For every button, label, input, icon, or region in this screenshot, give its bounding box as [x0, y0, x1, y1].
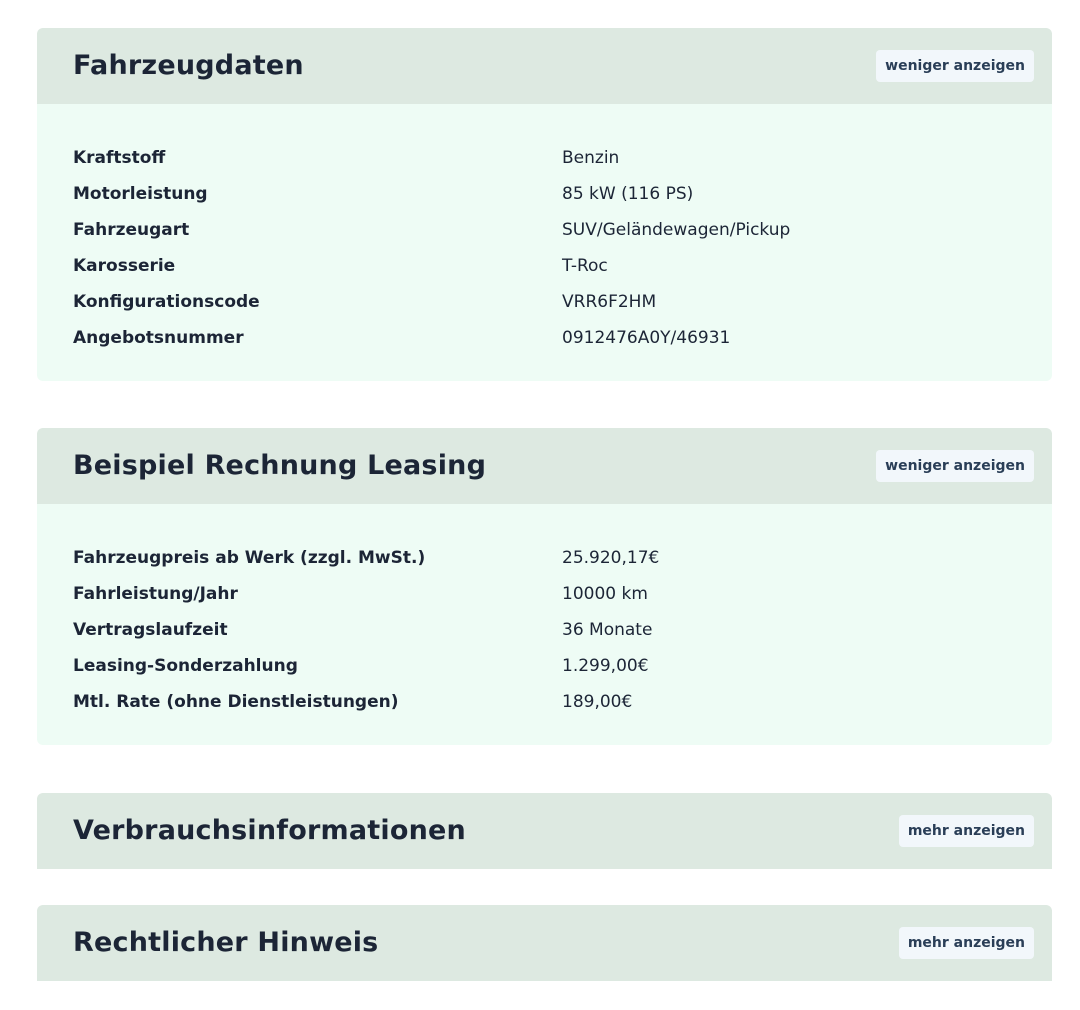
section-header — [37, 28, 1052, 104]
detail-row — [73, 648, 1016, 684]
detail-row — [73, 248, 1016, 284]
detail-label: Fahrzeugart — [73, 220, 190, 240]
section-header — [37, 428, 1052, 504]
detail-value: 1.299,00€ — [562, 656, 649, 676]
section-header — [37, 905, 1052, 981]
section-body — [37, 104, 1052, 381]
detail-label: Fahrzeugpreis ab Werk (zzgl. MwSt.) — [73, 548, 426, 568]
detail-row — [73, 684, 1016, 720]
show-less-button[interactable]: weniger anzeigen — [876, 50, 1034, 82]
detail-row — [73, 320, 1016, 356]
detail-row — [73, 612, 1016, 648]
section-leasing-example — [37, 428, 1052, 745]
detail-label: Kraftstoff — [73, 148, 166, 168]
section-consumption-info — [37, 793, 1052, 869]
detail-label: Konfigurationscode — [73, 292, 260, 312]
detail-label: Fahrleistung/Jahr — [73, 584, 238, 604]
detail-row — [73, 176, 1016, 212]
detail-row — [73, 284, 1016, 320]
detail-label: Motorleistung — [73, 184, 208, 204]
detail-value: VRR6F2HM — [562, 292, 657, 312]
section-legal-notice — [37, 905, 1052, 981]
detail-value: 25.920,17€ — [562, 548, 660, 568]
detail-value: 36 Monate — [562, 620, 653, 640]
detail-value: T-Roc — [562, 256, 608, 276]
detail-label: Vertragslaufzeit — [73, 620, 228, 640]
section-title: Fahrzeugdaten — [73, 50, 304, 81]
detail-value: 189,00€ — [562, 692, 633, 712]
section-body — [37, 504, 1052, 745]
section-title: Rechtlicher Hinweis — [73, 927, 379, 958]
show-more-button[interactable]: mehr anzeigen — [899, 927, 1034, 959]
detail-row — [73, 576, 1016, 612]
detail-row — [73, 140, 1016, 176]
detail-row — [73, 540, 1016, 576]
show-less-button[interactable]: weniger anzeigen — [876, 450, 1034, 482]
section-title: Beispiel Rechnung Leasing — [73, 450, 487, 481]
detail-label: Leasing-Sonderzahlung — [73, 656, 298, 676]
detail-label: Angebotsnummer — [73, 328, 244, 348]
section-header — [37, 793, 1052, 869]
detail-value: 0912476A0Y/46931 — [562, 328, 731, 348]
detail-label: Karosserie — [73, 256, 176, 276]
detail-label: Mtl. Rate (ohne Dienstleistungen) — [73, 692, 399, 712]
section-title: Verbrauchsinformationen — [73, 815, 466, 846]
show-more-button[interactable]: mehr anzeigen — [899, 815, 1034, 847]
detail-value: 10000 km — [562, 584, 648, 604]
detail-row — [73, 212, 1016, 248]
detail-value: 85 kW (116 PS) — [562, 184, 694, 204]
detail-value: Benzin — [562, 148, 620, 168]
detail-value: SUV/Geländewagen/Pickup — [562, 220, 791, 240]
section-fahrzeugdaten — [37, 28, 1052, 381]
